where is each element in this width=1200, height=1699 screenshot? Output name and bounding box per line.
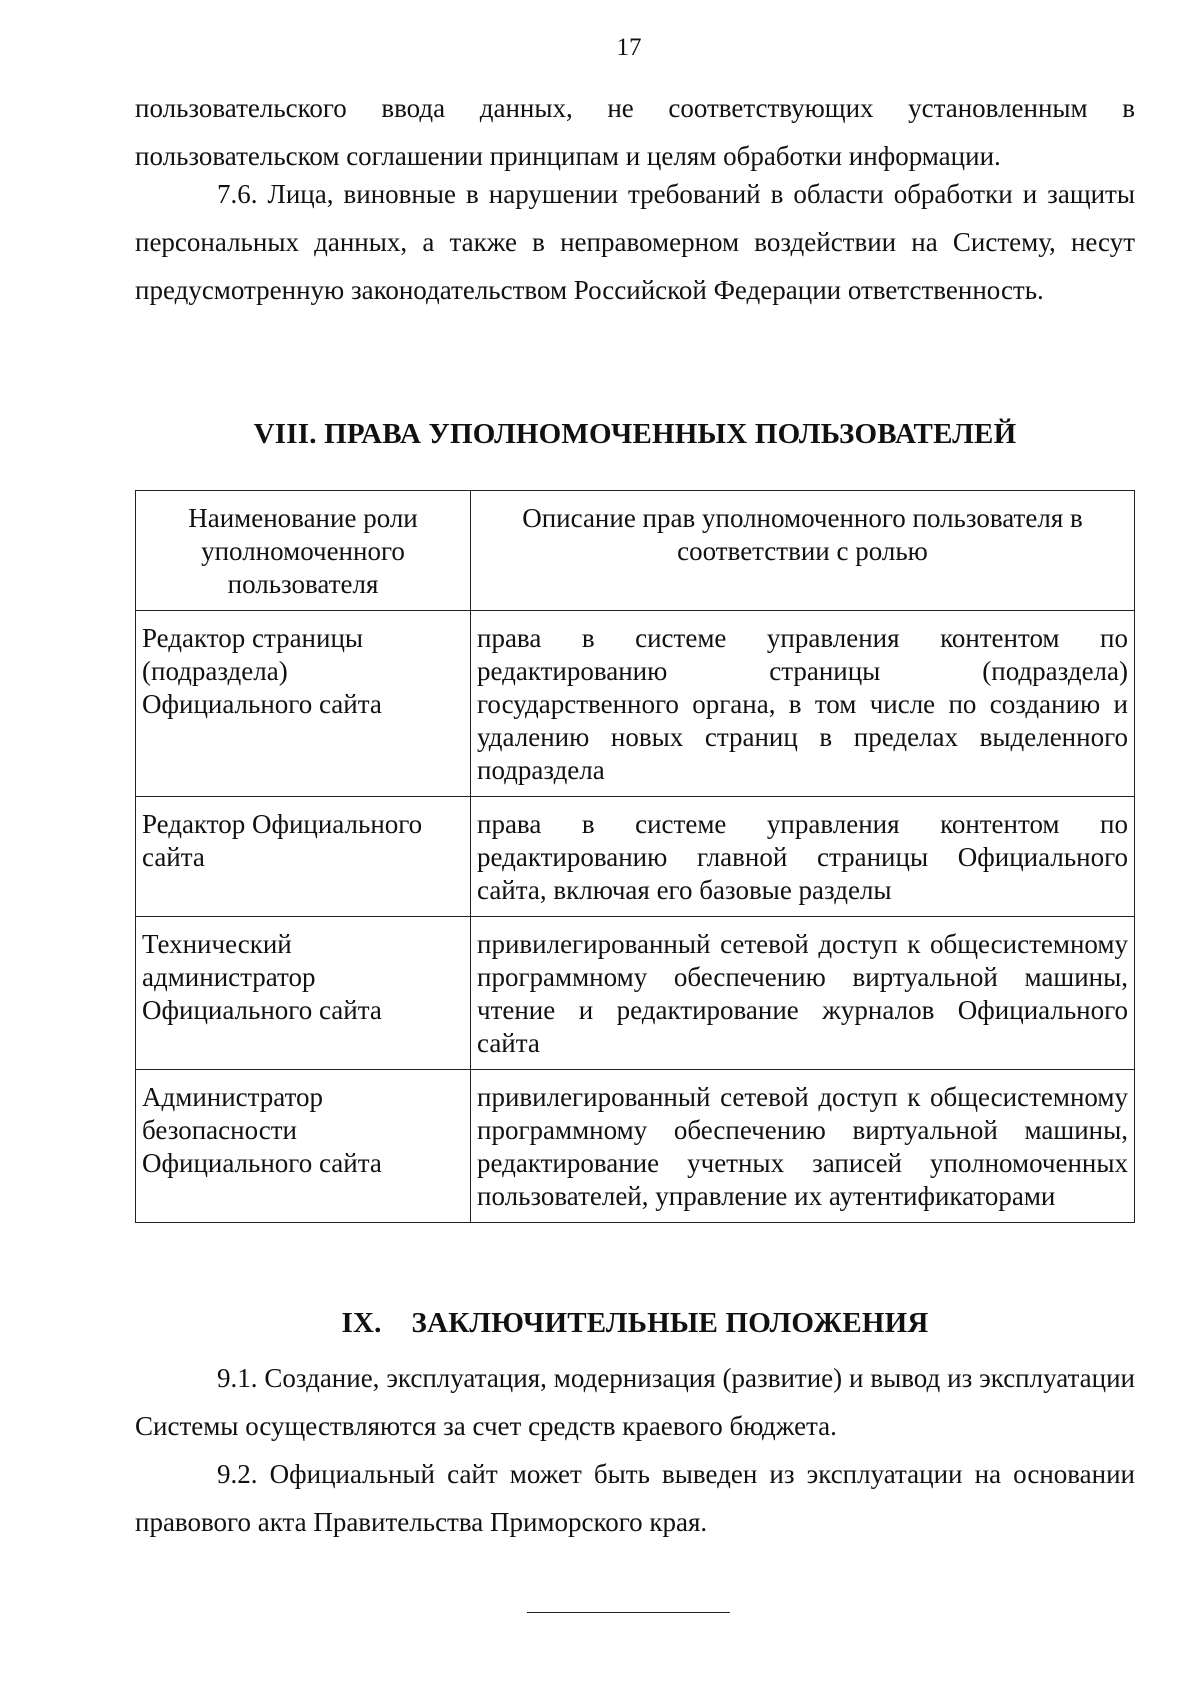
table-row	[136, 797, 1135, 917]
section-9-title	[135, 1307, 1135, 1340]
section-9-number: IX.	[341, 1307, 382, 1339]
user-rights-table	[135, 490, 1135, 1223]
header-description: Описание прав уполномоченного пользователя в соответствии с ролью	[471, 491, 1135, 611]
role-cell: Редактор Официального сайта	[136, 797, 471, 917]
description-cell: привилегированный сетевой доступ к общесистемному программному обеспечению виртуальной машины, чтение и редактирование журналов Официального сайта	[471, 917, 1135, 1070]
end-divider	[527, 1612, 730, 1613]
role-cell: Администратор безопасности Официального сайта	[136, 1070, 471, 1223]
table-row	[136, 917, 1135, 1070]
paragraph-7-6: 7.6. Лица, виновные в нарушении требований в области обработки и защиты персональных данных, а также в неправомерном воздействии на Систему, несут предусмотренную законодательством Российской Федерации ответственность.	[135, 179, 1135, 305]
page-number: 17	[616, 34, 642, 61]
role-cell: Редактор страницы (подраздела) Официального сайта	[136, 611, 471, 797]
table-header-row	[136, 491, 1135, 611]
table-row	[136, 1070, 1135, 1223]
header-role: Наименование роли уполномоченного пользователя	[136, 491, 471, 611]
paragraph-9-2: 9.2. Официальный сайт может быть выведен из эксплуатации на основании правового акта Правительства Приморского края.	[135, 1459, 1135, 1537]
section-8-title: VIII. ПРАВА УПОЛНОМОЧЕННЫХ ПОЛЬЗОВАТЕЛЕЙ	[253, 418, 1017, 450]
description-cell: привилегированный сетевой доступ к общесистемному программному обеспечению виртуальной машины, редактирование учетных записей уполномоченных пользователей, управление их аутентификаторами	[471, 1070, 1135, 1223]
description-cell: права в системе управления контентом по редактированию страницы (подраздела) государственного органа, в том числе по созданию и удалению новых страниц в пределах выделенного подраздела	[471, 611, 1135, 797]
paragraph-9-1: 9.1. Создание, эксплуатация, модернизация (развитие) и вывод из эксплуатации Системы осуществляются за счет средств краевого бюджета.	[135, 1363, 1135, 1441]
role-cell: Технический администратор Официального сайта	[136, 917, 471, 1070]
description-cell: права в системе управления контентом по редактированию главной страницы Официального сайта, включая его базовые разделы	[471, 797, 1135, 917]
section-9-title-text: ЗАКЛЮЧИТЕЛЬНЫЕ ПОЛОЖЕНИЯ	[411, 1307, 929, 1339]
paragraph-continuation: пользовательского ввода данных, не соответствующих установленным в пользовательском соглашении принципам и целям обработки информации.	[135, 93, 1135, 171]
table-row	[136, 611, 1135, 797]
